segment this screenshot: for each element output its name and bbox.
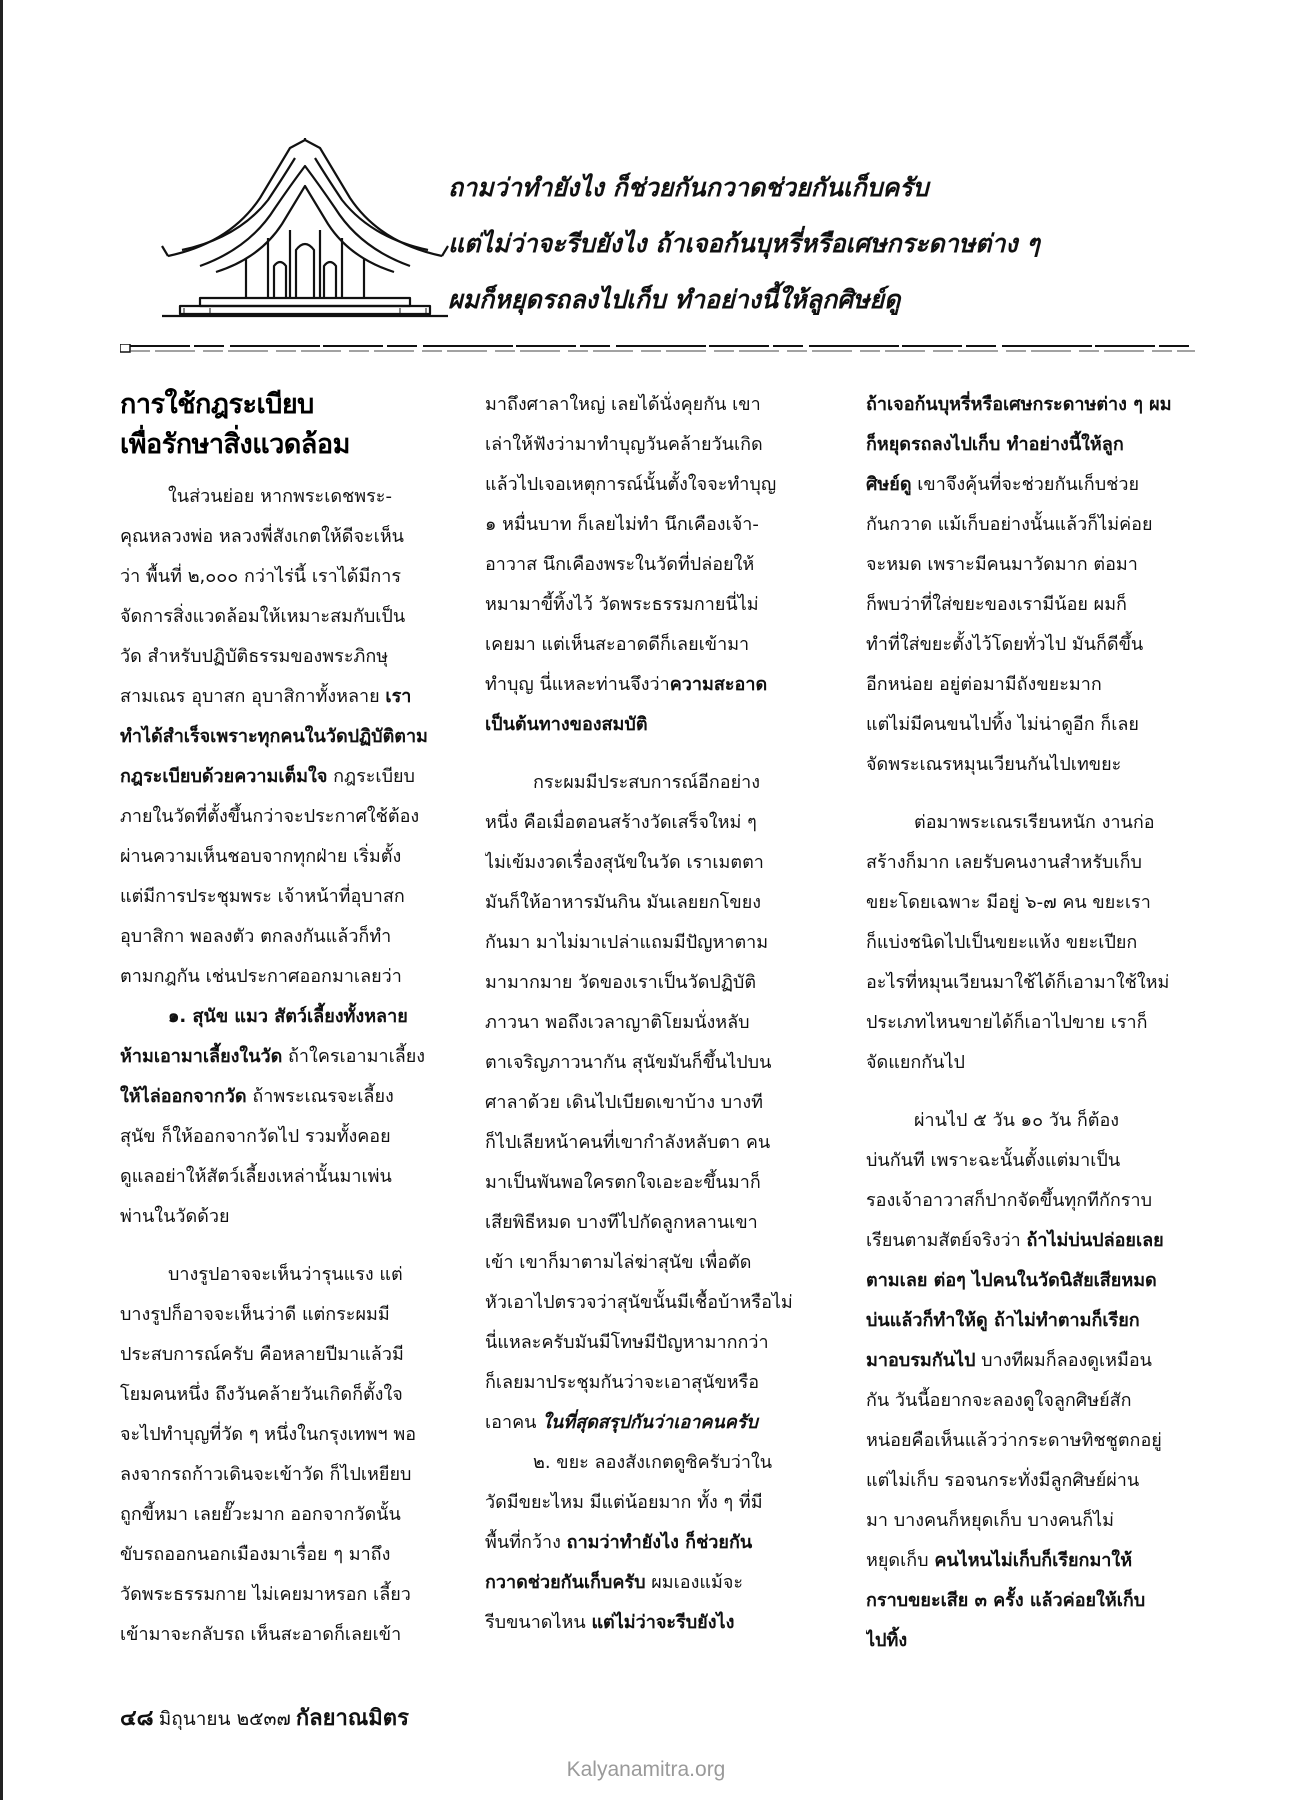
- text-line: ดูแลอย่าให้สัตว์เลี้ยงเหล่านั้นมาเพ่น: [120, 1166, 392, 1187]
- intro-quote: [448, 160, 1208, 328]
- text-line: ขับรถออกนอกเมืองมาเรื่อย ๆ มาถึง: [120, 1544, 391, 1565]
- text-line: หัวเอาไปตรวจว่าสุนัขนั้นมีเชื้อบ้าหรือไม่: [485, 1292, 793, 1313]
- text-line: ต่อมาพระเณรเรียนหนัก งานก่อ: [914, 812, 1155, 833]
- bold-text: ถ้าไม่บ่นปล่อยเลย: [1026, 1230, 1164, 1251]
- intro-line: แต่ไม่ว่าจะรีบยังไง ถ้าเจอก้นบุหรี่หรือเศษกระดาษต่าง ๆ: [448, 229, 1040, 258]
- bold-text: ศิษย์ดู: [866, 474, 912, 495]
- text-line: อุบาสิกา พอลงตัว ตกลงกันแล้วก็ทำ: [120, 926, 392, 947]
- text-line: หน่อยคือเห็นแล้วว่ากระดาษทิชชูตกอยู่: [866, 1430, 1162, 1451]
- text-line: กันมา มาไม่มาเปล่าแถมมีปัญหาตาม: [485, 932, 769, 953]
- intro-line: ถามว่าทำยังไง ก็ช่วยกันกวาดช่วยกันเก็บครับ: [448, 173, 929, 202]
- bold-text: กฎระเบียบด้วยความเต็มใจ: [120, 766, 328, 787]
- bold-text: ห้ามเอามาเลี้ยงในวัด: [120, 1046, 283, 1067]
- text-span: กฎระเบียบ: [327, 766, 415, 787]
- text-line: ว่า พื้นที่ ๒,๐๐๐ กว่าไร่นี้ เราได้มีการ: [120, 566, 402, 587]
- text-line: บ่นกันที เพราะฉะนั้นตั้งแต่มาเป็น: [866, 1150, 1121, 1171]
- text-line: แต่ไม่มีคนขนไปทิ้ง ไม่น่าดูอีก ก็เลย: [866, 714, 1139, 735]
- text-line: อาวาส นึกเคืองพระในวัดที่ปล่อยให้: [485, 554, 755, 575]
- text-line: มาเป็นพันพอใครตกใจเอะอะขึ้นมาก็: [485, 1172, 761, 1193]
- text-line: [485, 1563, 815, 1603]
- heading-line: เพื่อรักษาสิ่งแวดล้อม: [120, 429, 350, 460]
- text-line: วัดพระธรรมกาย ไม่เคยมาหรอก เลี้ยว: [120, 1584, 411, 1605]
- text-line: เป็นต้นทางของสมบัติ: [485, 714, 648, 735]
- text-span: ถ้าพระเณรจะเลี้ยง: [246, 1086, 394, 1107]
- text-line: ก็หยุดรถลงไปเก็บ ทำอย่างนี้ให้ลูก: [866, 434, 1124, 455]
- text-line: แต่มีการประชุมพระ เจ้าหน้าที่อุบาสก: [120, 886, 405, 907]
- text-line: เข้า เขาก็มาตามไล่ฆ่าสุนัข เพื่อตัด: [485, 1252, 752, 1273]
- text-line: หนึ่ง คือเมื่อตอนสร้างวัดเสร็จใหม่ ๆ: [485, 812, 757, 833]
- text-line: ผ่านความเห็นชอบจากทุกฝ่าย เริ่มตั้ง: [120, 846, 402, 867]
- text-line: มาถึงศาลาใหญ่ เลยได้นั่งคุยกัน เขา: [485, 394, 761, 415]
- text-line: ไม่เข้มงวดเรื่องสุนัขในวัด เราเมตตา: [485, 852, 764, 873]
- text-line: ก็แบ่งชนิดไปเป็นขยะแห้ง ขยะเปียก: [866, 932, 1138, 953]
- page-footer: [120, 1700, 409, 1735]
- intro-line: ผมก็หยุดรถลงไปเก็บ ทำอย่างนี้ให้ลูกศิษย์ดู: [448, 285, 901, 314]
- text-line: ศาลาด้วย เดินไปเบียดเขาบ้าง บางที: [485, 1092, 763, 1113]
- text-line: [120, 677, 450, 717]
- text-line: ตามเลย ต่อๆ ไปคนในวัดนิสัยเสียหมด: [866, 1270, 1157, 1291]
- text-line: ทำได้สำเร็จเพราะทุกคนในวัดปฏิบัติตาม: [120, 726, 428, 747]
- text-line: ๒. ขยะ ลองสังเกตดูซิครับว่าใน: [533, 1452, 773, 1473]
- text-line: ๑ หมื่นบาท ก็เลยไม่ทำ นึกเคืองเจ้า-: [485, 514, 759, 535]
- text-line: [485, 1603, 815, 1643]
- text-line: กันกวาด แม้เก็บอย่างนั้นแล้วก็ไม่ค่อย: [866, 514, 1153, 535]
- section-heading: [120, 385, 450, 465]
- text-line: แต่ไม่เก็บ รอจนกระทั่งมีลูกศิษย์ผ่าน: [866, 1470, 1140, 1491]
- text-span: เขาจึงคุ้นที่จะช่วยกันเก็บช่วย: [911, 474, 1140, 495]
- text-line: [866, 1341, 1196, 1381]
- text-line: ทำที่ใส่ขยะตั้งไว้โดยทั่วไป มันก็ดีขึ้น: [866, 634, 1144, 655]
- column-3: [866, 385, 1196, 1661]
- text-line: สุนัข ก็ให้ออกจากวัดไป รวมทั้งคอย: [120, 1126, 391, 1147]
- text-line: เข้ามาจะกลับรถ เห็นสะอาดก็เลยเข้า: [120, 1624, 402, 1645]
- text-line: ผ่านไป ๕ วัน ๑๐ วัน ก็ต้อง: [914, 1110, 1120, 1131]
- text-line: อีกหน่อย อยู่ต่อมามีถังขยะมาก: [866, 674, 1102, 695]
- text-line: บางรูปก็อาจจะเห็นว่าดี แต่กระผมมี: [120, 1304, 390, 1325]
- text-line: [120, 1077, 450, 1117]
- text-span: สามเณร อุบาสก อุบาสิกาทั้งหลาย: [120, 686, 386, 707]
- text-line: เสียพิธีหมด บางทีไปกัดลูกหลานเขา: [485, 1212, 758, 1233]
- text-line: อะไรที่หมุนเวียนมาใช้ได้ก็เอามาใช้ใหม่: [866, 972, 1170, 993]
- text-line: ภาวนา พอถึงเวลาญาติโยมนั่งหลับ: [485, 1012, 750, 1033]
- text-line: [866, 465, 1196, 505]
- text-line: นี่แหละครับมันมีโทษมีปัญหามากกว่า: [485, 1332, 769, 1353]
- column-2: [485, 385, 815, 1643]
- bold-text: เรา: [385, 686, 412, 707]
- text-line: ไปทิ้ง: [866, 1630, 908, 1651]
- text-line: คุณหลวงพ่อ หลวงพี่สังเกตให้ดีจะเห็น: [120, 526, 404, 547]
- bold-text: กวาดช่วยกันเก็บครับ: [485, 1572, 646, 1593]
- text-span: พื้นที่กว้าง: [485, 1532, 567, 1553]
- text-line: ประสบการณ์ครับ คือหลายปีมาแล้วมี: [120, 1344, 404, 1365]
- text-span: ถ้าใครเอามาเลี้ยง: [282, 1046, 426, 1067]
- text-line: จัดแยกกันไป: [866, 1052, 965, 1073]
- magazine-name: กัลยาณมิตร: [295, 1706, 409, 1731]
- text-line: ๑. สุนัข แมว สัตว์เลี้ยงทั้งหลาย: [168, 1006, 408, 1027]
- bold-text: ให้ไล่ออกจากวัด: [120, 1086, 247, 1107]
- text-line: ภายในวัดที่ตั้งขึ้นกว่าจะประกาศใช้ต้อง: [120, 806, 420, 827]
- text-line: จัดการสิ่งแวดล้อมให้เหมาะสมกับเป็น: [120, 606, 406, 627]
- issue-date: มิถุนายน ๒๕๓๗: [158, 1708, 291, 1730]
- text-line: [485, 1403, 815, 1443]
- bold-text: ความสะอาด: [669, 674, 768, 695]
- text-line: ก็เลยมาประชุมกันว่าจะเอาสุนัขหรือ: [485, 1372, 760, 1393]
- text-line: [866, 1541, 1196, 1581]
- text-line: โยมคนหนึ่ง ถึงวันคล้ายวันเกิดก็ตั้งใจ: [120, 1384, 403, 1405]
- text-span: เรียนตามสัตย์จริงว่า: [866, 1230, 1027, 1251]
- text-line: [485, 665, 815, 705]
- text-line: ก็ไปเลียหน้าคนที่เขากำลังหลับตา คน: [485, 1132, 771, 1153]
- text-line: ถ้าเจอก้นบุหรี่หรือเศษกระดาษต่าง ๆ ผม: [866, 394, 1172, 415]
- temple-illustration: [160, 138, 450, 320]
- text-line: [866, 1221, 1196, 1261]
- text-span: ทำบุญ นี่แหละท่านจึงว่า: [485, 674, 670, 695]
- page-number: ๔๘: [120, 1706, 154, 1731]
- text-line: ประเภทไหนขายได้ก็เอาไปขาย เราก็: [866, 1012, 1148, 1033]
- text-line: พ่านในวัดด้วย: [120, 1206, 230, 1227]
- section-divider: [120, 344, 1200, 354]
- text-line: มันก็ให้อาหารมันกิน มันเลยยกโขยง: [485, 892, 762, 913]
- text-line: หมามาขี้ทิ้งไว้ วัดพระธรรมกายนี่ไม่: [485, 594, 759, 615]
- text-line: มา บางคนก็หยุดเก็บ บางคนก็ไม่: [866, 1510, 1115, 1531]
- text-span: บางทีผมก็ลองดูเหมือน: [975, 1350, 1152, 1371]
- column-1: [120, 385, 450, 1655]
- text-line: เล่าให้ฟังว่ามาทำบุญวันคล้ายวันเกิด: [485, 434, 763, 455]
- text-span: ผมเองแม้จะ: [645, 1572, 744, 1593]
- text-span: เอาคน: [485, 1412, 543, 1433]
- text-line: จะหมด เพราะมีคนมาวัดมาก ต่อมา: [866, 554, 1138, 575]
- text-line: ก็พบว่าที่ใส่ขยะของเรามีน้อย ผมก็: [866, 594, 1127, 615]
- heading-line: การใช้กฎระเบียบ: [120, 389, 314, 420]
- bold-text: คนไหนไม่เก็บก็เรียกมาให้: [934, 1550, 1133, 1571]
- text-line: บางรูปอาจจะเห็นว่ารุนแรง แต่: [168, 1264, 403, 1285]
- watermark: Kalyanamitra.org: [566, 1758, 726, 1781]
- text-line: กระผมมีประสบการณ์อีกอย่าง: [533, 772, 761, 793]
- bold-text: ถามว่าทำยังไง ก็ช่วยกัน: [566, 1532, 753, 1553]
- text-line: [120, 1037, 450, 1077]
- text-line: ถูกขี้หมา เลยยั๊วะมาก ออกจากวัดนั้น: [120, 1504, 401, 1525]
- bold-text: มาอบรมกันไป: [866, 1350, 976, 1371]
- page-edge: [0, 0, 3, 1800]
- text-line: [485, 1523, 815, 1563]
- text-line: วัด สำหรับปฏิบัติธรรมของพระภิกษุ: [120, 646, 389, 667]
- text-line: จัดพระเณรหมุนเวียนกันไปเทขยะ: [866, 754, 1122, 775]
- text-line: ตาเจริญภาวนากัน สุนัขมันก็ขึ้นไปบน: [485, 1052, 772, 1073]
- text-line: มามากมาย วัดของเราเป็นวัดปฏิบัติ: [485, 972, 757, 993]
- text-line: เคยมา แต่เห็นสะอาดดีก็เลยเข้ามา: [485, 634, 750, 655]
- text-line: [120, 757, 450, 797]
- text-line: จะไปทำบุญที่วัด ๆ หนึ่งในกรุงเทพฯ พอ: [120, 1424, 416, 1445]
- text-line: ในส่วนย่อย หากพระเดชพระ-: [168, 486, 392, 507]
- text-line: ขยะโดยเฉพาะ มีอยู่ ๖-๗ คน ขยะเรา: [866, 892, 1151, 913]
- bold-italic-text: ในที่สุดสรุปกันว่าเอาคนครับ: [542, 1412, 758, 1433]
- text-line: บ่นแล้วก็ทำให้ดู ถ้าไม่ทำตามก็เรียก: [866, 1310, 1140, 1331]
- text-line: แล้วไปเจอเหตุการณ์นั้นตั้งใจจะทำบุญ: [485, 474, 777, 495]
- bold-text: แต่ไม่ว่าจะรีบยังไง: [591, 1612, 735, 1633]
- text-line: วัดมีขยะไหม มีแต่น้อยมาก ทั้ง ๆ ที่มี: [485, 1492, 763, 1513]
- text-line: สร้างก็มาก เลยรับคนงานสำหรับเก็บ: [866, 852, 1142, 873]
- text-line: กราบขยะเสีย ๓ ครั้ง แล้วค่อยให้เก็บ: [866, 1590, 1146, 1611]
- text-span: รีบขนาดไหน: [485, 1612, 592, 1633]
- text-line: รองเจ้าอาวาสก็ปากจัดขึ้นทุกทีกักราบ: [866, 1190, 1152, 1211]
- text-span: หยุดเก็บ: [866, 1550, 935, 1571]
- text-line: ลงจากรถก้าวเดินจะเข้าวัด ก็ไปเหยียบ: [120, 1464, 412, 1485]
- text-line: ตามกฎกัน เช่นประกาศออกมาเลยว่า: [120, 966, 402, 987]
- text-line: กัน วันนี้อยากจะลองดูใจลูกศิษย์สัก: [866, 1390, 1132, 1411]
